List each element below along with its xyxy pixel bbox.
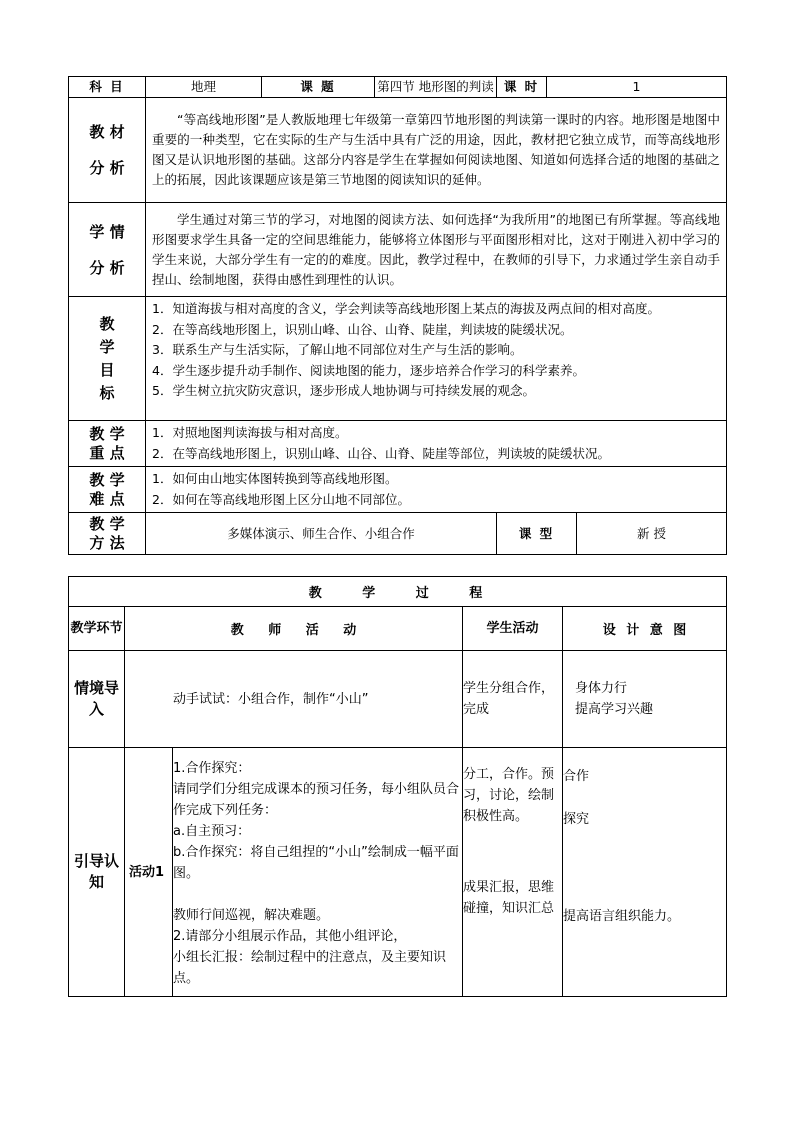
difficulties-list <box>146 467 727 513</box>
key-point-item: 2．在等高线地形图上，识别山峰、山谷、山脊、陡崖等部位，判读坡的陡缓状况。 <box>152 445 610 461</box>
methods-value: 多媒体演示、师生合作、小组合作 <box>146 513 497 555</box>
objectives-label <box>69 297 146 421</box>
design-line: 提高学习兴趣 <box>575 702 654 717</box>
objective-item: 5．学生树立抗灾防灾意识，逐步形成人地协调与可持续发展的观念。 <box>152 383 535 398</box>
teacher-line: 2.请部分小组展示作品，其他小组评论， <box>173 929 407 944</box>
methods-label-top: 教 学 <box>89 514 125 533</box>
student-analysis-label <box>69 203 146 297</box>
methods-label-bottom: 方 法 <box>89 533 125 552</box>
objective-item: 4．学生逐步提升动手制作、阅读地图的能力，逐步培养合作学习的科学素养。 <box>152 362 585 378</box>
textbook-analysis-label <box>69 98 146 203</box>
student-activity-bottom: 成果汇报，思维碰撞，知识汇总 <box>463 880 555 916</box>
subject-label: 科 目 <box>69 77 146 98</box>
teaching-process-table <box>68 576 727 997</box>
process-title: 教 学 过 程 <box>69 577 727 607</box>
key-points-list <box>146 421 727 467</box>
teacher-line: a.自主预习： <box>173 824 251 839</box>
difficulties-label-top: 教 学 <box>89 470 125 489</box>
student-activity-top: 分工，合作。预习，讨论，绘制积极性高。 <box>463 767 555 824</box>
teacher-line-spacer <box>173 884 462 905</box>
student-analysis-text: 学生通过对第三节的学习，对地图的阅读方法、如何选择“为我所用”的地图已有所掌握。等高线地形图要求学生具备一定的空间思维能力，能够将立体图形与平面图形相对比，这对于刚进入初中学习的学生来说，大部分学生有一定的的难度。因此，教学过程中，在教师的引导下，力求通过学生亲自动手捏山、绘制地图，获得由感性到理性的认识。 <box>146 203 727 297</box>
intro-design-intent <box>563 651 727 748</box>
objectives-label-char: 学 <box>99 337 115 356</box>
teacher-line: 请同学们分组完成课本的预习任务，每小组队员合作完成下列任务： <box>173 782 460 818</box>
col-stage-header: 教学环节 <box>69 607 125 651</box>
objective-item: 2．在等高线地形图上，识别山峰、山谷、山脊、陡崖，判读坡的陡缓状况。 <box>152 321 573 337</box>
objectives-list <box>146 297 727 421</box>
topic-label: 课 题 <box>262 77 375 98</box>
lesson-type-label: 课 型 <box>497 513 577 555</box>
difficulties-label-bottom: 难 点 <box>89 489 125 508</box>
objectives-label-char: 教 <box>99 314 115 333</box>
stage-intro: 情境导入 <box>69 651 125 748</box>
objective-item: 1．知道海拔与相对高度的含义，学会判读等高线地形图上某点的海拔及两点间的相对高度。 <box>152 301 660 316</box>
stage-guided: 引导认知 <box>69 748 125 997</box>
activity-label: 活动1 <box>125 748 173 997</box>
design-line: 探究 <box>563 812 590 827</box>
design-line: 提高语言组织能力。 <box>563 909 681 924</box>
difficulty-item: 2．如何在等高线地形图上区分山地不同部位。 <box>152 491 410 507</box>
textbook-analysis-text: “等高线地形图”是人教版地理七年级第一章第四节地形图的判读第一课时的内容。地形图是地图中重要的一种类型，它在实际的生产与生活中具有广泛的用途，因此，教材把它独立成节，而等高线地形图又是认识地形图的基础。这部分内容是学生在掌握如何阅读地图、知道如何选择合适的地图的基础之上的拓展，因此该课题应该是第三节地图的阅读知识的延伸。 <box>146 98 727 203</box>
intro-teacher-activity: 动手试试：小组合作，制作“小山” <box>125 651 463 748</box>
teacher-line: 1.合作探究： <box>173 761 251 776</box>
guided-design-intent <box>563 748 727 997</box>
col-student-header: 学生活动 <box>463 607 563 651</box>
hours-label: 课 时 <box>497 77 547 98</box>
methods-label <box>69 513 146 555</box>
textbook-label-bottom: 分 析 <box>89 159 125 177</box>
key-points-label-bottom: 重 点 <box>89 443 125 462</box>
key-points-label-top: 教 学 <box>89 424 125 443</box>
design-line: 身体力行 <box>575 681 628 696</box>
guided-student-activity <box>463 748 563 997</box>
design-line: 合作 <box>563 769 590 784</box>
key-point-item: 1．对照地图判读海拔与相对高度。 <box>152 425 348 440</box>
objective-item: 3．联系生产与生活实际，了解山地不同部位对生产与生活的影响。 <box>152 342 523 357</box>
subject-value: 地理 <box>146 77 262 98</box>
lesson-info-table <box>68 76 727 555</box>
student-label-bottom: 分 析 <box>89 258 125 277</box>
difficulties-label <box>69 467 146 513</box>
teacher-line: 小组长汇报：绘制过程中的注意点，及主要知识点。 <box>173 950 447 986</box>
objectives-label-char: 目 <box>99 360 115 379</box>
student-label-top: 学 情 <box>89 222 125 241</box>
topic-value: 第四节 地形图的判读 <box>375 77 497 98</box>
col-design-header: 设 计 意 图 <box>563 607 727 651</box>
difficulty-item: 1．如何由山地实体图转换到等高线地形图。 <box>152 471 398 486</box>
lesson-type-value: 新 授 <box>577 513 727 555</box>
intro-student-activity: 学生分组合作，完成 <box>463 651 563 748</box>
teacher-line: 教师行间巡视，解决难题。 <box>173 908 330 923</box>
guided-teacher-activity <box>173 748 463 997</box>
textbook-label-top: 教 材 <box>89 123 125 141</box>
col-teacher-header: 教 师 活 动 <box>125 607 463 651</box>
hours-value: 1 <box>547 77 727 98</box>
key-points-label <box>69 421 146 467</box>
teacher-line: b.合作探究：将自己组捏的“小山”绘制成一幅平面图。 <box>173 845 459 881</box>
objectives-label-char: 标 <box>99 383 115 402</box>
